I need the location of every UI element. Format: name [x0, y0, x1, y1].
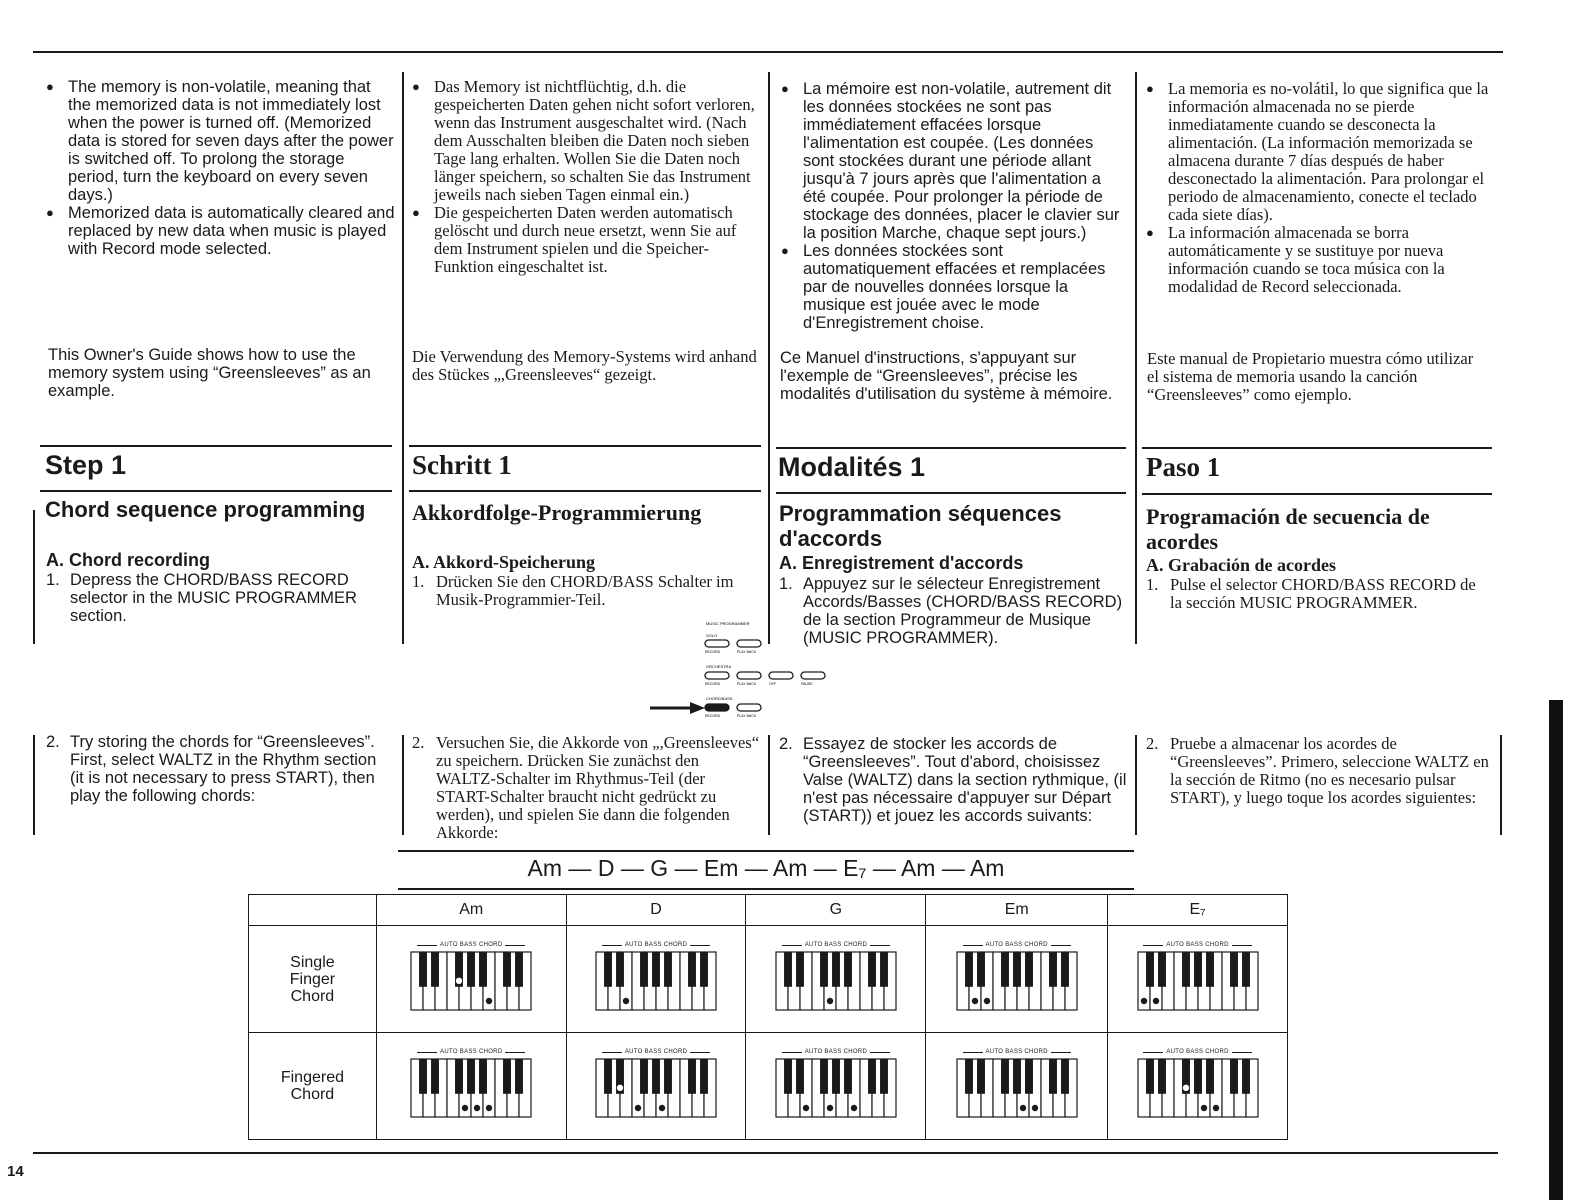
keyboard-cell — [376, 1033, 566, 1140]
black-key — [479, 1059, 487, 1094]
list-item: ● La información almacenada se borra automáticamente y se sustituye por nueva información cuando se toca música con la modalidad de Record seleccionada. — [1146, 224, 1491, 296]
black-key — [832, 1059, 840, 1094]
button-label: PAUSE — [801, 682, 813, 686]
black-key — [604, 1059, 612, 1094]
black-key — [784, 1059, 792, 1094]
chord-header: D — [566, 895, 746, 926]
black-key — [479, 952, 487, 987]
keyboard-svg — [1137, 1058, 1259, 1118]
black-key — [1001, 1059, 1009, 1094]
chord-header: Em — [926, 895, 1108, 926]
black-key — [868, 1059, 876, 1094]
black-key — [1061, 952, 1069, 987]
off-button — [769, 672, 793, 679]
black-key — [1049, 952, 1057, 987]
auto-bass-chord-text: AUTO BASS CHORD — [624, 1049, 688, 1055]
white-key-dot — [1020, 1105, 1026, 1111]
column-divider — [1500, 735, 1502, 835]
step-item-1 — [412, 573, 757, 609]
black-key — [1230, 1059, 1238, 1094]
bullet-list — [1146, 80, 1491, 296]
chord-sequence: Am — D — G — Em — Am — E₇ — Am — Am — [398, 850, 1134, 890]
black-key — [1025, 952, 1033, 987]
button-label: OFF — [769, 682, 776, 686]
item-text: Essayez de stocker les accords de “Greensleeves”. Tout d'abord, choisissez Valse (WALTZ) dans la section rythmique, (il n'est pas nécessaire d'appuyer sur Départ (START)) et jouez les accords suivants: — [803, 735, 1127, 825]
black-key — [467, 1059, 475, 1094]
white-key-dot — [474, 1105, 480, 1111]
keyboard-svg — [410, 951, 532, 1011]
item-text: Appuyez sur le sélecteur Enregistrement Accords/Basses (CHORD/BASS RECORD) de la section Programmeur de Musique (MUSIC PROGRAMMER). — [803, 575, 1123, 647]
black-key — [664, 952, 672, 987]
keyboard-cell — [376, 926, 566, 1033]
auto-bass-chord-text: AUTO BASS CHORD — [1166, 942, 1229, 948]
section-rule — [409, 490, 761, 492]
white-key-dot — [659, 1105, 665, 1111]
black-key — [652, 952, 660, 987]
black-key — [796, 952, 804, 987]
keyboard-diagram — [926, 1049, 1107, 1123]
item-text: Pulse el selector CHORD/BASS RECORD de la sección MUSIC PROGRAMMER. — [1170, 575, 1476, 612]
black-key — [640, 952, 648, 987]
auto-bass-chord-label — [926, 942, 1107, 948]
section-rule — [1142, 493, 1492, 495]
white-key-dot — [635, 1105, 641, 1111]
white-key-dot — [1200, 1105, 1206, 1111]
column-french — [781, 80, 1127, 332]
orchestra-record-button — [705, 672, 729, 679]
top-rule — [33, 51, 1503, 53]
button-label: PLAY BACK — [737, 714, 757, 718]
pause-button — [801, 672, 825, 679]
black-key — [977, 1059, 985, 1094]
list-item: ● Memorized data is automatically cleared and replaced by new data when music is played with Record mode selected. — [46, 204, 396, 258]
black-key — [796, 1059, 804, 1094]
page-number: 14 — [7, 1163, 24, 1180]
subsection-heading: A. Enregistrement d'accords — [779, 553, 1024, 573]
black-key — [977, 952, 985, 987]
chord-header: Am — [376, 895, 566, 926]
bullet-list — [412, 78, 762, 276]
row-label-text: Single Finger Chord — [289, 953, 336, 1005]
keyboard-svg — [595, 1058, 717, 1118]
item-number: 2. — [46, 733, 60, 751]
keyboard-diagram — [567, 1049, 746, 1123]
list-item: ● La mémoire est non-volatile, autrement dit les données stockées ne sont pas immédiatement effacées lorsque l'alimentation est coupée. (Les données sont stockées durant une période allant jusqu'à 7 jours après que l'alimentation a été coupée. Pour prolonger la période de stockage des données, placer le clavier sur la position Marche, chaque sept jours.) — [781, 80, 1127, 242]
button-label: PLAY BACK — [737, 650, 757, 654]
chord-bass-playback-button — [737, 704, 761, 711]
intro-text: Este manual de Propietario muestra cómo utilizar el sistema de memoria usando la canción “Greensleeves” como ejemplo. — [1147, 349, 1474, 404]
button-label: RECORD — [705, 650, 721, 654]
panel-title: MUSIC PROGRAMMER — [706, 621, 750, 626]
white-key-dot — [803, 1105, 809, 1111]
row-label-text: Fingered Chord — [280, 1069, 344, 1103]
step-heading: Schritt 1 — [412, 450, 512, 480]
keyboard-cell — [1108, 1033, 1288, 1140]
subsection-heading: A. Akkord-Speicherung — [412, 552, 596, 572]
step-heading: Step 1 — [45, 450, 127, 480]
step-item-1 — [1146, 576, 1491, 612]
black-key — [820, 952, 828, 987]
step-heading: Modalités 1 — [778, 452, 926, 482]
white-key-dot — [827, 998, 833, 1004]
white-key-dot — [827, 1105, 833, 1111]
subsection-heading: A. Grabación de acordes — [1146, 555, 1336, 575]
intro-text: This Owner's Guide shows how to use the memory system using “Greensleeves” as an example. — [48, 346, 371, 400]
solo-playback-button — [737, 640, 761, 647]
keyboard-diagram — [567, 942, 746, 1016]
keyboard-svg — [595, 951, 717, 1011]
keyboard-diagram — [1108, 1049, 1287, 1123]
white-key-dot — [972, 998, 978, 1004]
auto-bass-chord-label — [1108, 1049, 1287, 1055]
auto-bass-chord-label — [926, 1049, 1107, 1055]
black-key — [1158, 952, 1166, 987]
white-key-dot — [486, 1105, 492, 1111]
keyboard-diagram — [746, 1049, 925, 1123]
button-label: RECORD — [705, 682, 721, 686]
auto-bass-chord-label — [567, 942, 746, 948]
table-row — [249, 1033, 1288, 1140]
item-number: 1. — [412, 572, 425, 591]
music-programmer-panel — [700, 620, 840, 725]
black-key — [688, 952, 696, 987]
black-key — [1025, 1059, 1033, 1094]
black-key — [1001, 952, 1009, 987]
column-spanish — [1146, 80, 1491, 296]
black-key — [820, 1059, 828, 1094]
black-key — [1049, 1059, 1057, 1094]
subsection-heading: A. Chord recording — [46, 550, 211, 570]
keyboard-cell — [1108, 926, 1288, 1033]
list-item: ● The memory is non-volatile, meaning that the memorized data is not immediately lost when the power is turned off. (Memorized data is stored for seven days after the power is switched off. To prolong the storage period, turn the keyboard on every seven days.) — [46, 78, 396, 204]
black-key — [604, 952, 612, 987]
keyboard-svg — [1137, 951, 1259, 1011]
black-key — [1206, 1059, 1214, 1094]
item-number: 2. — [1146, 734, 1159, 753]
black-key — [1206, 952, 1214, 987]
auto-bass-chord-label — [567, 1049, 746, 1055]
black-key — [844, 1059, 852, 1094]
item-number: 2. — [412, 733, 425, 752]
item-text: Pruebe a almacenar los acordes de “Greensleeves”. Primero, seleccione WALTZ en la sección de Ritmo (no es necesario pulsar START), y luego toque los acordes siguientes: — [1170, 734, 1489, 807]
black-key — [1182, 952, 1190, 987]
chord-table — [248, 894, 1288, 1140]
section-rule — [776, 492, 1126, 494]
black-key — [1061, 1059, 1069, 1094]
column-divider — [768, 72, 770, 644]
section-heading: Programmation séquences d'accords — [779, 501, 1062, 551]
keyboard-svg — [956, 1058, 1078, 1118]
keyboard-cell — [566, 1033, 746, 1140]
auto-bass-chord-label — [746, 1049, 925, 1055]
column-english — [46, 78, 396, 258]
intro-text: Ce Manuel d'instructions, s'appuyant sur l'exemple de “Greensleeves”, précise les modalités d'utilisation du système à mémoire. — [780, 349, 1113, 403]
column-divider — [33, 735, 35, 835]
section-heading: Chord sequence programming — [45, 497, 366, 522]
keyboard-diagram — [1108, 942, 1287, 1016]
auto-bass-chord-text: AUTO BASS CHORD — [440, 942, 503, 948]
control-panel-illustration — [700, 620, 840, 725]
item-text: Versuchen Sie, die Akkorde von „,Greensleeves“ zu speichern. Drücken Sie zunächst den WALTZ-Schalter im Rhythmus-Teil (der START-Schalter braucht nicht gedrückt zu werden), und spielen Sie dann die folgenden Akkorde: — [436, 733, 760, 842]
black-key-dot — [1182, 1085, 1188, 1091]
white-key-dot — [984, 998, 990, 1004]
step-item-2 — [46, 733, 391, 805]
item-number: 1. — [46, 571, 60, 589]
black-key — [700, 1059, 708, 1094]
black-key — [700, 952, 708, 987]
item-text: Drücken Sie den CHORD/BASS Schalter im Musik-Programmier-Teil. — [436, 572, 734, 609]
step-item-2 — [779, 735, 1127, 825]
black-key — [467, 952, 475, 987]
keyboard-diagram — [377, 1049, 566, 1123]
item-text: Try storing the chords for “Greensleeves”. First, select WALTZ in the Rhythm section (it is not necessary to press START), then play the following chords: — [70, 733, 377, 805]
black-key — [1194, 1059, 1202, 1094]
black-key — [515, 1059, 523, 1094]
item-number: 2. — [779, 735, 793, 753]
list-item: ● Das Memory ist nichtflüchtig, d.h. die gespeicherten Daten gehen nicht sofort verloren, wenn das Instrument ausgeschaltet wird. (Nach dem Ausschalten bleiben die Daten noch sieben Tage lang erhalten. Wollen Sie die Daten noch länger speichern, so schalten Sie das Instrument jeweils nach sieben Tagen einmal ein.) — [412, 78, 762, 204]
auto-bass-chord-text: AUTO BASS CHORD — [440, 1049, 503, 1055]
step-rule — [40, 445, 392, 447]
black-key — [1242, 952, 1250, 987]
black-key-dot — [456, 978, 462, 984]
item-number: 1. — [779, 575, 793, 593]
item-number: 1. — [1146, 575, 1159, 594]
black-key — [880, 952, 888, 987]
black-key — [503, 1059, 511, 1094]
solo-record-button — [705, 640, 729, 647]
black-key — [1146, 952, 1154, 987]
section-heading: Akkordfolge-Programmierung — [412, 500, 702, 525]
row-label — [249, 926, 377, 1033]
panel-solo-label: SOLO — [706, 633, 718, 638]
black-key-dot — [617, 1085, 623, 1091]
chord-bass-record-button — [705, 704, 729, 711]
black-key — [664, 1059, 672, 1094]
black-key — [880, 1059, 888, 1094]
panel-orchestra-label: ORCHESTRA — [706, 664, 732, 669]
black-key — [503, 952, 511, 987]
white-key-dot — [851, 1105, 857, 1111]
black-key — [784, 952, 792, 987]
black-key — [431, 1059, 439, 1094]
black-key — [1013, 952, 1021, 987]
keyboard-diagram — [377, 942, 566, 1016]
white-key-dot — [1152, 998, 1158, 1004]
column-divider — [402, 72, 404, 644]
black-key — [652, 1059, 660, 1094]
keyboard-cell — [566, 926, 746, 1033]
column-divider — [1135, 72, 1137, 644]
intro-text: Die Verwendung des Memory-Systems wird anhand des Stückes „,Greensleeves“ gezeigt. — [412, 347, 757, 384]
section-rule — [40, 490, 392, 492]
white-key-dot — [1140, 998, 1146, 1004]
keyboard-cell — [746, 926, 926, 1033]
table-row — [249, 926, 1288, 1033]
table-header-row — [249, 895, 1288, 926]
white-key-dot — [1212, 1105, 1218, 1111]
keyboard-svg — [775, 1058, 897, 1118]
black-key — [1194, 952, 1202, 987]
step-rule — [776, 447, 1126, 449]
list-item: ● Die gespeicherten Daten werden automatisch gelöscht und durch neue ersetzt, wenn Sie auf dem Instrument spielen und die Speicher-Funktion eingeschaltet ist. — [412, 204, 762, 276]
black-key — [616, 952, 624, 987]
black-key — [965, 952, 973, 987]
arrow-icon — [650, 700, 706, 716]
bullet-list — [781, 80, 1127, 332]
step-rule — [1142, 447, 1492, 449]
auto-bass-chord-label — [1108, 942, 1287, 948]
step-rule — [409, 445, 761, 447]
keyboard-cell — [926, 1033, 1108, 1140]
button-label: PLAY BACK — [737, 682, 757, 686]
black-key — [868, 952, 876, 987]
auto-bass-chord-text: AUTO BASS CHORD — [985, 942, 1048, 948]
black-key — [431, 952, 439, 987]
black-key — [419, 1059, 427, 1094]
auto-bass-chord-text: AUTO BASS CHORD — [1166, 1049, 1229, 1055]
black-key — [1242, 1059, 1250, 1094]
auto-bass-chord-text: AUTO BASS CHORD — [804, 942, 868, 948]
step-item-1 — [46, 571, 391, 625]
keyboard-svg — [775, 951, 897, 1011]
auto-bass-chord-text: AUTO BASS CHORD — [804, 1049, 868, 1055]
black-key — [640, 1059, 648, 1094]
button-label: RECORD — [705, 714, 721, 718]
auto-bass-chord-label — [377, 1049, 566, 1055]
black-key — [455, 1059, 463, 1094]
list-item: ● La memoria es no-volátil, lo que significa que la información almacenada no se pierde inmediatamente cuando se desconecta la alimentación. (La información memorizada se almacena durante 7 días después de haber desconectado la alimentación. Para prolongar el periodo de almacenamiento, conecte el teclado cada siete días). — [1146, 80, 1491, 224]
keyboard-svg — [956, 951, 1078, 1011]
white-key-dot — [486, 998, 492, 1004]
step-item-2 — [1146, 735, 1491, 807]
black-key — [844, 952, 852, 987]
keyboard-diagram — [746, 942, 925, 1016]
chord-header: G — [746, 895, 926, 926]
black-key — [1158, 1059, 1166, 1094]
black-key — [1146, 1059, 1154, 1094]
black-key — [832, 952, 840, 987]
black-key — [515, 952, 523, 987]
black-key — [419, 952, 427, 987]
keyboard-svg — [410, 1058, 532, 1118]
auto-bass-chord-text: AUTO BASS CHORD — [624, 942, 688, 948]
list-item: ● Les données stockées sont automatiquement effacées et remplacées par de nouvelles données lorsque la musique est jouée avec le mode d'Enregistrement choise. — [781, 242, 1127, 332]
black-key — [1230, 952, 1238, 987]
orchestra-playback-button — [737, 672, 761, 679]
chord-header: E₇ — [1108, 895, 1288, 926]
auto-bass-chord-label — [377, 942, 566, 948]
step-heading: Paso 1 — [1146, 452, 1221, 482]
step-item-2 — [412, 734, 762, 842]
bullet-list — [46, 78, 396, 258]
column-divider — [402, 735, 404, 835]
white-key-dot — [623, 998, 629, 1004]
item-text: Depress the CHORD/BASS RECORD selector in the MUSIC PROGRAMMER section. — [70, 571, 357, 625]
black-key — [965, 1059, 973, 1094]
section-heading: Programación de secuencia de acordes — [1146, 504, 1430, 554]
panel-chord-bass-label: CHORD/BASS — [706, 696, 733, 701]
keyboard-diagram — [926, 942, 1107, 1016]
column-divider — [33, 510, 35, 644]
row-label — [249, 1033, 377, 1140]
scan-edge — [1549, 700, 1563, 1200]
column-german — [412, 78, 762, 276]
white-key-dot — [1032, 1105, 1038, 1111]
keyboard-cell — [746, 1033, 926, 1140]
keyboard-cell — [926, 926, 1108, 1033]
bottom-rule — [33, 1152, 1498, 1154]
column-divider — [1135, 735, 1137, 835]
auto-bass-chord-text: AUTO BASS CHORD — [985, 1049, 1048, 1055]
black-key — [1013, 1059, 1021, 1094]
black-key — [688, 1059, 696, 1094]
white-key-dot — [462, 1105, 468, 1111]
column-divider — [768, 735, 770, 835]
auto-bass-chord-label — [746, 942, 925, 948]
table-corner-cell — [249, 895, 377, 926]
